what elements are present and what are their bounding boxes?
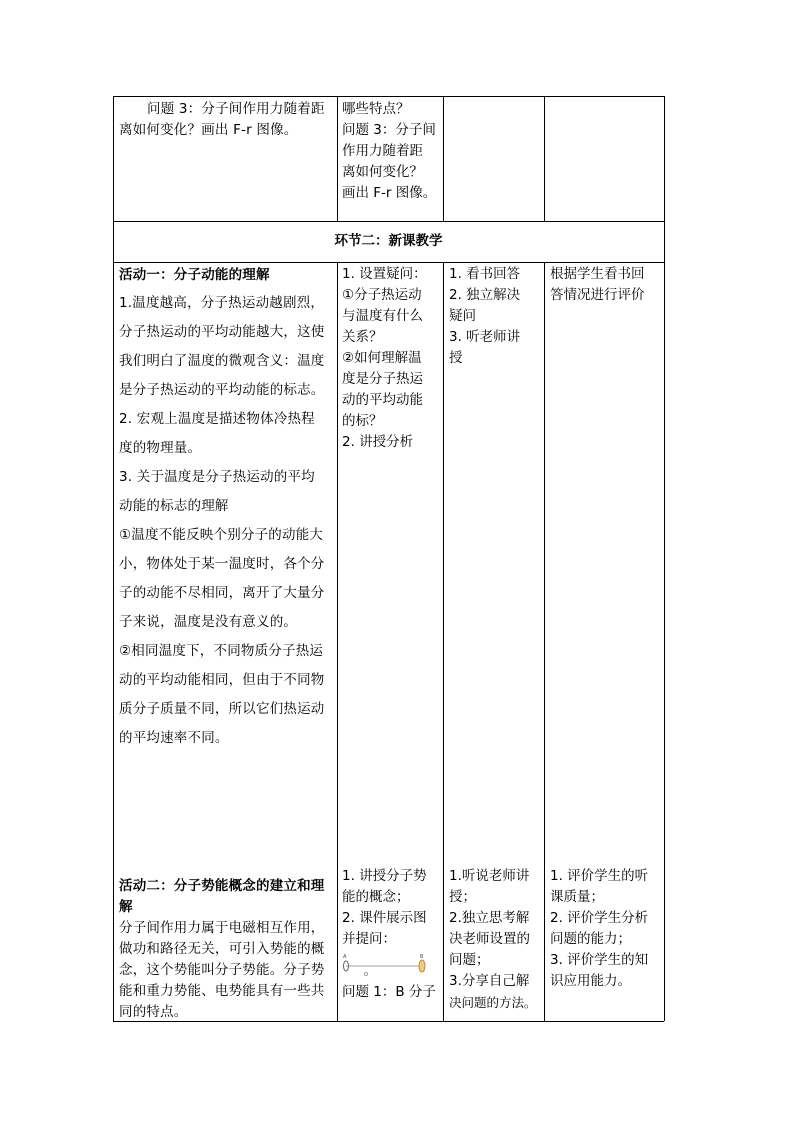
activity1-body-line: ①温度不能反映个别分子的动能大 [119, 527, 324, 543]
activity1-student-line: 2. 独立解决 [449, 287, 521, 303]
table-right-border [664, 96, 665, 1021]
row1-teacher-line: 画出 F-r 图像。 [342, 185, 437, 201]
row1-teacher-cell [342, 99, 442, 204]
activity1-body-line: 我们明白了温度的微观含义：温度 [119, 353, 325, 369]
activity1-teacher-line: 动的平均动能 [342, 392, 423, 408]
activity1-teacher-line: 与温度有什么 [342, 308, 423, 324]
activity1-teacher-line: 关系？ [342, 329, 383, 345]
activity1-student-line: 授 [449, 350, 463, 366]
row1-bottom-border [113, 221, 664, 222]
row1-text-line: 问题 3：分子间作用力随着距 [147, 101, 325, 117]
row1-teacher-line: 离如何变化？ [342, 164, 423, 180]
activity2-teacher-line: 1. 讲授分子势 [342, 868, 427, 884]
activity1-teacher-line: 1. 设置疑问： [342, 266, 427, 282]
activity2-body-line: 能和重力势能、电势能具有一些共 [119, 983, 325, 999]
activity1-teacher-line: 的标？ [342, 413, 383, 429]
activity2-student-line: 2.独立思考解 [449, 910, 530, 926]
activity1-body-line: 子的动能不尽相同，离开了大量分 [119, 585, 325, 601]
molecule-diagram [342, 950, 438, 980]
activity2-teacher-line: 2. 课件展示图 [342, 910, 427, 926]
activity2-student-line: 问题； [449, 952, 490, 968]
label-a: A [343, 954, 347, 960]
row1-teacher-line: 哪些特点？ [342, 101, 410, 117]
activity2-student-line: 授； [449, 889, 476, 905]
activity1-body-line: 分子热运动的平均动能越大，这使 [119, 324, 325, 340]
activity2-teacher-line: 问题 1：B 分子 [342, 984, 436, 1000]
activity1-title: 活动一：分子动能的理解 [119, 267, 270, 283]
activity1-body-line: ②相同温度下，不同物质分子热运 [119, 643, 324, 659]
activity1-body-line: 的平均速率不同。 [119, 730, 229, 746]
activity2-evaluation-line: 识应用能力。 [550, 973, 631, 989]
activity1-evaluation-cell [550, 264, 662, 306]
activity1-evaluation-line: 答情况进行评价 [550, 287, 645, 303]
activity1-body-line: 动的平均动能相同，但由于不同物 [119, 672, 325, 688]
activity1-body-line: 是分子热运动的平均动能的标志。 [119, 382, 325, 398]
molecule-b [419, 960, 425, 972]
row1-content-cell [119, 99, 335, 141]
activity2-body-line: 同的特点。 [119, 1004, 188, 1020]
row1-teacher-line: 作用力随着距 [342, 143, 423, 159]
activity2-evaluation-line: 3. 评价学生的知 [550, 952, 649, 968]
activity1-body-line: 1.温度越高，分子热运动越剧烈， [119, 295, 325, 311]
activity1-body-line: 质分子质量不同，所以它们热运动 [119, 701, 325, 717]
activity1-student-line: 疑问 [449, 308, 476, 324]
section-header: 环节二：新课教学 [334, 233, 443, 249]
activity2-evaluation-cell [550, 866, 662, 992]
label-o: O [364, 972, 368, 978]
activity1-teacher-line: 2. 讲授分析 [342, 434, 414, 450]
activity2-teacher-cell [342, 866, 442, 1003]
activity2-evaluation-line: 2. 评价学生分析 [550, 910, 649, 926]
activity2-student-line: 3.分享自己解 [449, 973, 530, 989]
activity2-student-line: 决问题的方法。 [449, 995, 537, 1010]
label-b: B [420, 954, 424, 960]
activity2-student-line: 1.听说老师讲 [449, 868, 530, 884]
lesson-plan-table [113, 96, 664, 1021]
activity1-content-cell [119, 264, 335, 753]
col2-divider-top [443, 96, 444, 221]
activity2-student-line: 决老师设置的 [449, 931, 530, 947]
col1-divider-bottom [337, 262, 338, 1021]
activity2-teacher-line: 并提问： [342, 931, 396, 947]
activity1-student-cell [449, 264, 543, 369]
activity1-body-line: 2. 宏观上温度是描述物体冷热程 [119, 411, 315, 427]
activity2-content-cell [119, 876, 335, 1023]
activity1-body-line: 3. 关于温度是分子热运动的平均 [119, 469, 315, 485]
col2-divider-bottom [443, 262, 444, 1021]
activity1-teacher-line: 度是分子热运 [342, 371, 423, 387]
activity2-evaluation-line: 问题的能力； [550, 931, 631, 947]
row1-text-line: 离如何变化？画出 F-r 图像。 [119, 122, 298, 138]
activity1-teacher-cell [342, 264, 442, 453]
activity1-teacher-line: ①分子热运动 [342, 287, 422, 303]
col1-divider-top [337, 96, 338, 221]
activity2-teacher-line: 能的概念； [342, 889, 410, 905]
activity2-evaluation-line: 1. 评价学生的听 [550, 868, 649, 884]
activity1-body-line: 子来说，温度是没有意义的。 [119, 614, 298, 630]
activity2-body-line: 分子间作用力属于电磁相互作用， [119, 920, 325, 936]
table-top-border [113, 96, 664, 97]
activity1-student-line: 1. 看书回答 [449, 266, 521, 282]
activity2-title: 解 [119, 899, 133, 915]
col3-divider-bottom [544, 262, 545, 1021]
activity1-evaluation-line: 根据学生看书回 [550, 266, 645, 282]
activity2-title: 活动二：分子势能概念的建立和理 [119, 878, 325, 894]
activity2-evaluation-line: 课质量； [550, 889, 604, 905]
activity1-teacher-line: ②如何理解温 [342, 350, 422, 366]
row1-teacher-line: 问题 3：分子间 [342, 122, 436, 138]
activity1-body-line: 小，物体处于某一温度时，各个分 [119, 556, 325, 572]
header-bottom-border [113, 262, 664, 263]
activity1-body-line: 动能的标志的理解 [119, 498, 229, 514]
activity2-body-line: 念，这个势能叫分子势能。分子势 [119, 962, 325, 978]
activity1-student-line: 3. 听老师讲 [449, 329, 521, 345]
activity2-student-cell [449, 866, 543, 1013]
activity2-body-line: 做功和路径无关，可引入势能的概 [119, 941, 325, 957]
col3-divider-top [544, 96, 545, 221]
activity1-body-line: 度的物理量。 [119, 440, 202, 456]
